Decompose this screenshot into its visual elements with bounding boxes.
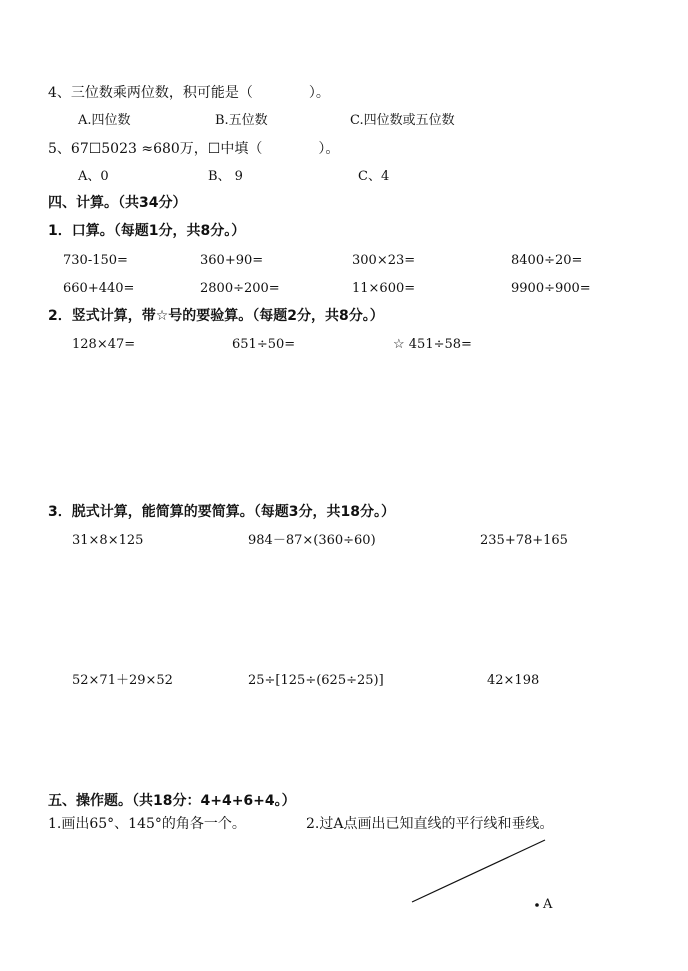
oral-item: 300×23= — [352, 253, 416, 268]
point-a — [535, 903, 539, 907]
vertical-item: ☆ 451÷58= — [393, 337, 472, 352]
stepwise-heading: 3．脱式计算，能简算的要简算。（每题3分，共18分。） — [48, 504, 395, 520]
vertical-item: 128×47= — [72, 337, 136, 352]
stepwise-item: 52×71＋29×52 — [72, 673, 173, 688]
oral-heading: 1．口算。（每题1分，共8分。） — [48, 223, 246, 239]
q4-option-a: A.四位数 — [78, 113, 131, 128]
angle-question: 1.画出65°、145°的角各一个。 — [48, 816, 246, 832]
oral-item: 360+90= — [200, 253, 264, 268]
oral-item: 8400÷20= — [511, 253, 583, 268]
vertical-heading: 2．竖式计算，带☆号的要验算。（每题2分，共8分。） — [48, 308, 384, 324]
part4-heading: 四、计算。（共34分） — [48, 195, 187, 211]
parallel-question: 2.过A点画出已知直线的平行线和垂线。 — [306, 816, 554, 832]
stepwise-item: 31×8×125 — [72, 533, 144, 548]
oral-item: 9900÷900= — [511, 281, 591, 296]
q5-option-a: A、0 — [78, 169, 109, 184]
stepwise-item: 25÷[125÷(625÷25)] — [248, 673, 384, 688]
stepwise-item: 42×198 — [487, 673, 540, 688]
q5-option-c: C、4 — [358, 169, 390, 184]
q5-text: 5、67☐5023 ≈680万，☐中填（ ）。 — [48, 141, 340, 157]
oral-item: 660+440= — [63, 281, 135, 296]
q4-option-b: B.五位数 — [215, 113, 268, 128]
oral-item: 2800÷200= — [200, 281, 280, 296]
point-a-label: A — [543, 897, 553, 912]
q5-option-b: B、 9 — [208, 169, 243, 184]
stepwise-item: 235+78+165 — [480, 533, 568, 548]
q4-option-c: C.四位数或五位数 — [350, 113, 455, 128]
oral-item: 11×600= — [352, 281, 416, 296]
part5-heading: 五、操作题。（共18分：4+4+6+4。） — [48, 793, 296, 809]
oral-item: 730-150= — [63, 253, 128, 268]
given-line — [412, 840, 545, 902]
vertical-item: 651÷50= — [232, 337, 296, 352]
q4-text: 4、三位数乘两位数，积可能是（ ）。 — [48, 85, 330, 101]
stepwise-item: 984－87×(360÷60) — [248, 533, 376, 548]
